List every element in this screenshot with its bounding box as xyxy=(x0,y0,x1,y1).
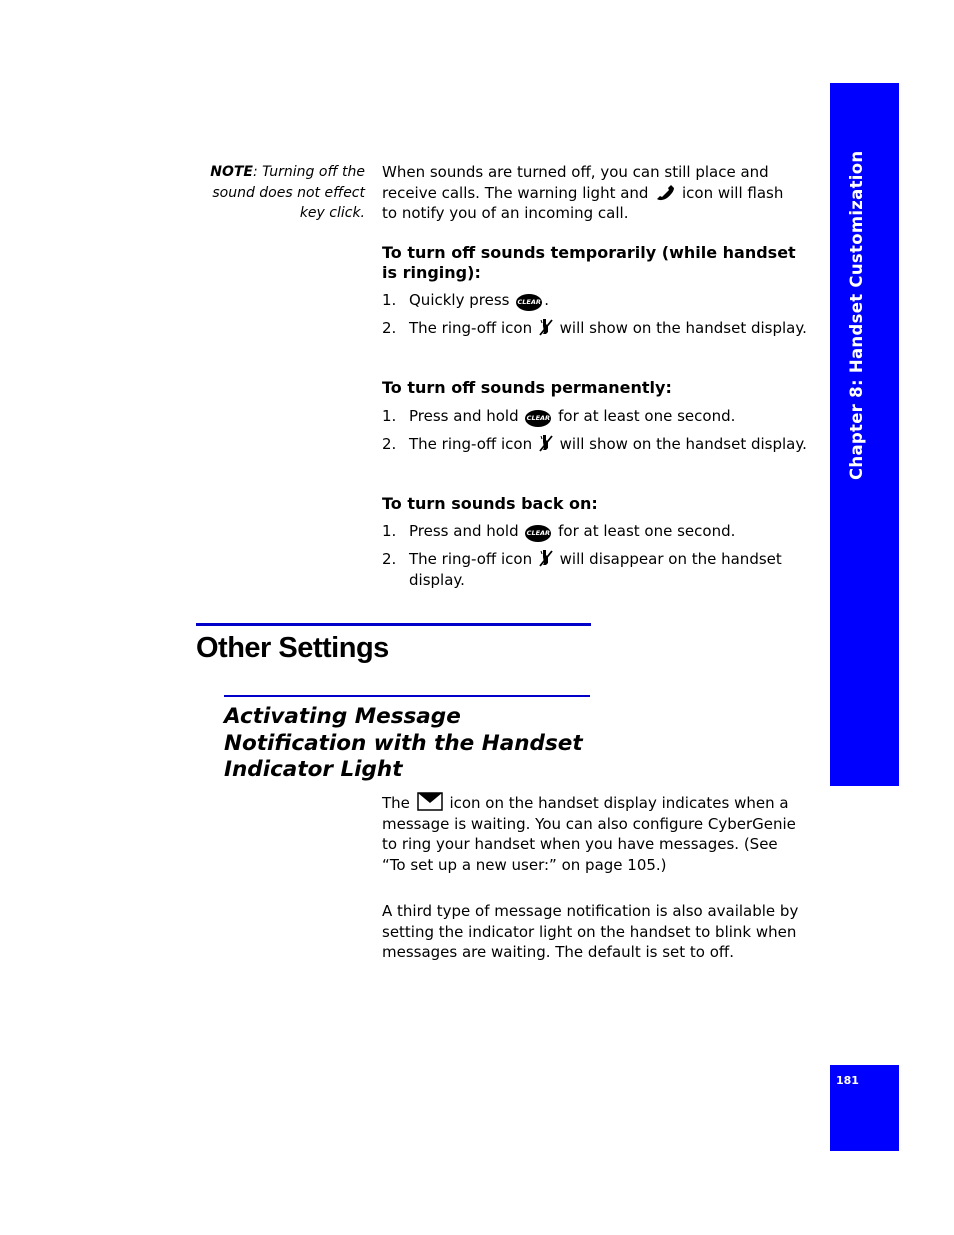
section-divider xyxy=(196,623,591,626)
step-text-end: will show on the handset display. xyxy=(554,319,807,337)
page-number: 181 xyxy=(836,1074,859,1087)
ring-off-icon xyxy=(539,434,553,452)
step-text-end: for at least one second. xyxy=(553,522,736,540)
heading-back-on: To turn sounds back on: xyxy=(382,494,598,513)
step-text-end: will show on the handset display. xyxy=(554,435,807,453)
clear-button-icon: CLEAR xyxy=(525,410,551,427)
subsection-divider xyxy=(224,695,590,697)
heading-temporary: To turn off sounds temporarily (while handset is ringing): xyxy=(382,243,796,282)
ring-off-icon xyxy=(539,549,553,567)
chapter-title: Chapter 8: Handset Customization xyxy=(847,150,866,480)
step-text: Press and hold xyxy=(409,407,524,425)
message-paragraph xyxy=(382,792,802,875)
step-number: 1. xyxy=(382,291,397,309)
intro-text-start: When sounds are turned off, you can still place and receive calls. The warning light and xyxy=(382,163,769,202)
ring-off-icon xyxy=(539,318,553,336)
step-text: The ring-off icon xyxy=(409,319,537,337)
heading-activating: Activating Message Notification with the Handset Indicator Light xyxy=(224,704,583,782)
step-text-end: . xyxy=(544,291,549,309)
step-number: 1. xyxy=(382,407,397,425)
third-paragraph: A third type of message notification is also available by setting the indicator light on the handset to blink when messages are waiting. The default is set to off. xyxy=(382,902,799,961)
step-text-end: will disappear on the handset display. xyxy=(409,550,782,589)
message-text-start: The xyxy=(382,794,415,812)
message-text-end: icon on the handset display indicates when a message is waiting. You can also configure CyberGenie to ring your handset when you have messages. (See “To set up a new user:” on page 105.) xyxy=(382,794,796,874)
step-number: 2. xyxy=(382,319,397,337)
heading-permanent: To turn off sounds permanently: xyxy=(382,378,672,397)
step-number: 2. xyxy=(382,435,397,453)
heading-other-settings: Other Settings xyxy=(196,632,389,664)
clear-button-icon: CLEAR xyxy=(516,294,542,311)
envelope-icon xyxy=(417,792,443,811)
step-text: The ring-off icon xyxy=(409,435,537,453)
step-text-end: for at least one second. xyxy=(553,407,736,425)
note-label: NOTE xyxy=(210,164,253,180)
side-note xyxy=(190,162,365,224)
step-number: 2. xyxy=(382,550,397,568)
intro-paragraph xyxy=(382,162,802,224)
step-text: Press and hold xyxy=(409,522,524,540)
note-text: : Turning off the sound does not effect key click. xyxy=(212,164,365,221)
step-text: Quickly press xyxy=(409,291,515,309)
clear-button-icon: CLEAR xyxy=(525,525,551,542)
intro-text-end: icon will flash to notify you of an incoming call. xyxy=(382,183,784,222)
phone-icon xyxy=(655,185,675,201)
step-text: The ring-off icon xyxy=(409,550,537,568)
step-number: 1. xyxy=(382,522,397,540)
